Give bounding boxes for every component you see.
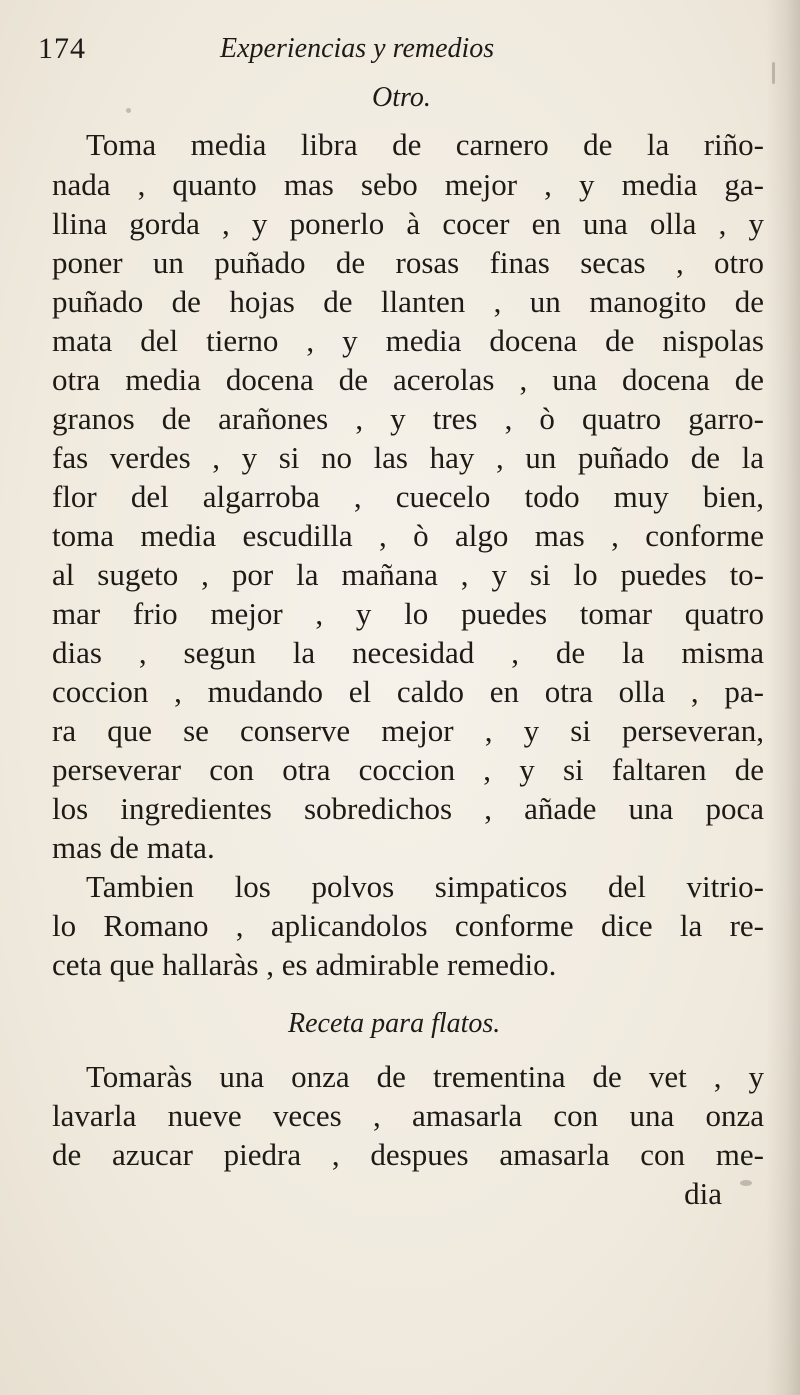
text-line: llina gorda , y ponerlo à cocer en una olla , y <box>52 206 764 241</box>
page-number: 174 <box>38 32 86 65</box>
section-title-receta: Receta para flatos. <box>288 1008 501 1039</box>
text-line: al sugeto , por la mañana , y si lo puedes to- <box>52 557 764 592</box>
text-line: mas de mata. <box>52 830 215 865</box>
text-line: mar frio mejor , y lo puedes tomar quatro <box>52 596 764 631</box>
text-line: lo Romano , aplicandolos conforme dice la re- <box>52 908 764 943</box>
text-line: los ingredientes sobredichos , añade una poca <box>52 791 764 826</box>
ink-speck <box>126 108 131 113</box>
page-header <box>38 32 598 72</box>
text-line: ra que se conserve mejor , y si perseveran, <box>52 713 764 748</box>
text-line: nada , quanto mas sebo mejor , y media ga- <box>52 167 764 202</box>
text-line: dias , segun la necesidad , de la misma <box>52 635 764 670</box>
text-line: lavarla nueve veces , amasarla con una onza <box>52 1098 764 1133</box>
text-line: coccion , mudando el caldo en otra olla , pa- <box>52 674 764 709</box>
text-line: Toma media libra de carnero de la riño- <box>86 127 764 162</box>
section-title-otro: Otro. <box>372 82 431 113</box>
text-line: puñado de hojas de llanten , un manogito de <box>52 284 764 319</box>
text-line: toma media escudilla , ò algo mas , conforme <box>52 518 764 553</box>
catchword: dia <box>684 1176 722 1211</box>
ink-speck <box>772 62 775 84</box>
text-line: granos de arañones , y tres , ò quatro garro- <box>52 401 764 436</box>
ink-speck <box>740 1180 752 1186</box>
text-line: Tambien los polvos simpaticos del vitrio- <box>86 869 764 904</box>
text-line: ceta que hallaràs , es admirable remedio. <box>52 947 557 982</box>
text-line: Tomaràs una onza de trementina de vet , y <box>86 1059 764 1094</box>
text-line: flor del algarroba , cuecelo todo muy bien, <box>52 479 764 514</box>
text-line: fas verdes , y si no las hay , un puñado de la <box>52 440 764 475</box>
text-line: perseverar con otra coccion , y si faltaren de <box>52 752 764 787</box>
text-line: de azucar piedra , despues amasarla con me- <box>52 1137 764 1172</box>
running-head: Experiencias y remedios <box>220 33 495 64</box>
text-line: mata del tierno , y media docena de nispolas <box>52 323 764 358</box>
text-line: poner un puñado de rosas finas secas , otro <box>52 245 764 280</box>
page-edge-shadow <box>766 0 800 1395</box>
text-line: otra media docena de acerolas , una docena de <box>52 362 764 397</box>
